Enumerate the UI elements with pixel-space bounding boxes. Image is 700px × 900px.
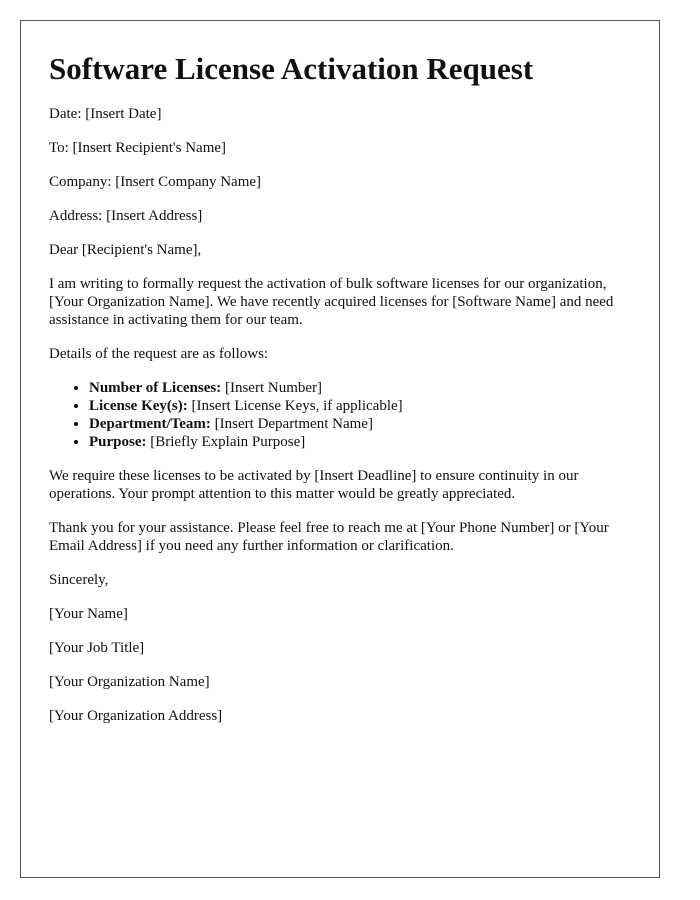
detail-item-license-keys (89, 397, 631, 415)
detail-item-purpose (89, 433, 631, 451)
signature-name: [Your Name] (49, 606, 128, 622)
detail-item-department (89, 415, 631, 433)
letter-page (20, 20, 660, 878)
date-line: Date: [Insert Date] (49, 106, 162, 122)
signature-job-title: [Your Job Title] (49, 640, 145, 656)
address-line: Address: [Insert Address] (49, 208, 203, 224)
recipient-line: To: [Insert Recipient's Name] (49, 140, 227, 156)
details-list (49, 379, 631, 451)
detail-value: [Insert Number] (221, 380, 323, 396)
detail-label: License Key(s): (89, 398, 188, 414)
detail-item-licenses (89, 379, 631, 397)
detail-label: Number of Licenses: (89, 380, 222, 396)
letter-title: Software License Activation Request (49, 51, 534, 86)
signature-organization-address: [Your Organization Address] (49, 708, 223, 724)
closing: Sincerely, (49, 572, 109, 588)
salutation: Dear [Recipient's Name], (49, 242, 202, 258)
detail-value: [Insert Department Name] (210, 416, 373, 432)
details-intro: Details of the request are as follows: (49, 346, 269, 362)
detail-value: [Insert License Keys, if applicable] (187, 398, 403, 414)
signature-organization: [Your Organization Name] (49, 674, 210, 690)
company-line: Company: [Insert Company Name] (49, 174, 262, 190)
intro-paragraph: I am writing to formally request the activation of bulk software licenses for our organization, [Your Organization Name]. We have recently acquired licenses for [Software Name] and need assistance in activating them for our team. (49, 276, 614, 328)
detail-label: Department/Team: (89, 416, 211, 432)
deadline-paragraph: We require these licenses to be activated by [Insert Deadline] to ensure continuity in our operations. Your prompt attention to this matter would be greatly appreciated. (49, 468, 579, 502)
detail-value: [Briefly Explain Purpose] (146, 434, 306, 450)
thanks-paragraph: Thank you for your assistance. Please feel free to reach me at [Your Phone Number] or [Your Email Address] if you need any further information or clarification. (49, 520, 609, 554)
detail-label: Purpose: (89, 434, 147, 450)
